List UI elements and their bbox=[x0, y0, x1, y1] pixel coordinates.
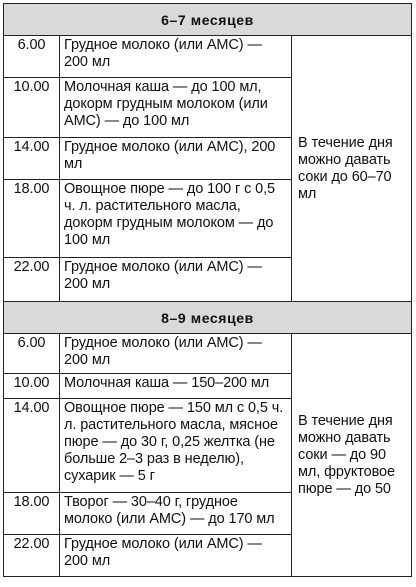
feeding-time: 22.00 bbox=[4, 258, 60, 302]
feeding-schedule bbox=[3, 3, 411, 577]
feeding-food: Грудное молоко (или АМС) — 200 мл bbox=[60, 535, 292, 577]
feeding-food: Молочная каша — до 100 мл, докорм грудным молоком (или АМС) — до 100 мл bbox=[60, 78, 292, 138]
feeding-food: Грудное молоко (или АМС) — 200 мл bbox=[60, 334, 292, 374]
feeding-food: Грудное молоко (или АМС) — 200 мл bbox=[60, 36, 292, 78]
feeding-time: 6.00 bbox=[4, 334, 60, 374]
feeding-food: Молочная каша — 150–200 мл bbox=[60, 374, 292, 399]
feeding-food: Овощное пюре — 150 мл с 0,5 ч. л. растительного масла, мясное пюре — до 30 г, 0,25 желтка (не больше 2–3 раз в неделю), сухарик — 5 г bbox=[60, 399, 292, 493]
feeding-food: Овощное пюре — до 100 г с 0,5 ч. л. растительного масла, докорм грудным молоком — до 100 мл bbox=[60, 180, 292, 258]
feeding-table bbox=[3, 3, 412, 577]
feeding-time: 18.00 bbox=[4, 180, 60, 258]
table-row bbox=[4, 36, 412, 78]
feeding-time: 10.00 bbox=[4, 78, 60, 138]
feeding-food: Грудное молоко (или АМС) — 200 мл bbox=[60, 258, 292, 302]
feeding-time: 6.00 bbox=[4, 36, 60, 78]
feeding-food: Грудное молоко (или АМС), 200 мл bbox=[60, 138, 292, 180]
table-row bbox=[4, 334, 412, 374]
feeding-time: 14.00 bbox=[4, 138, 60, 180]
section-title: 6–7 месяцев bbox=[4, 4, 412, 36]
feeding-food: Творог — 30–40 г, грудное молоко (или АМС) — до 170 мл bbox=[60, 493, 292, 535]
feeding-time: 10.00 bbox=[4, 374, 60, 399]
section-header-row bbox=[4, 302, 412, 334]
feeding-time: 18.00 bbox=[4, 493, 60, 535]
section-note: В течение дня можно давать соки — до 90 мл, фруктовое пюре — до 50 bbox=[292, 334, 412, 577]
section-note: В течение дня можно давать соки до 60–70 мл bbox=[292, 36, 412, 302]
feeding-time: 22.00 bbox=[4, 535, 60, 577]
feeding-time: 14.00 bbox=[4, 399, 60, 493]
section-title: 8–9 месяцев bbox=[4, 302, 412, 334]
section-header-row bbox=[4, 4, 412, 36]
